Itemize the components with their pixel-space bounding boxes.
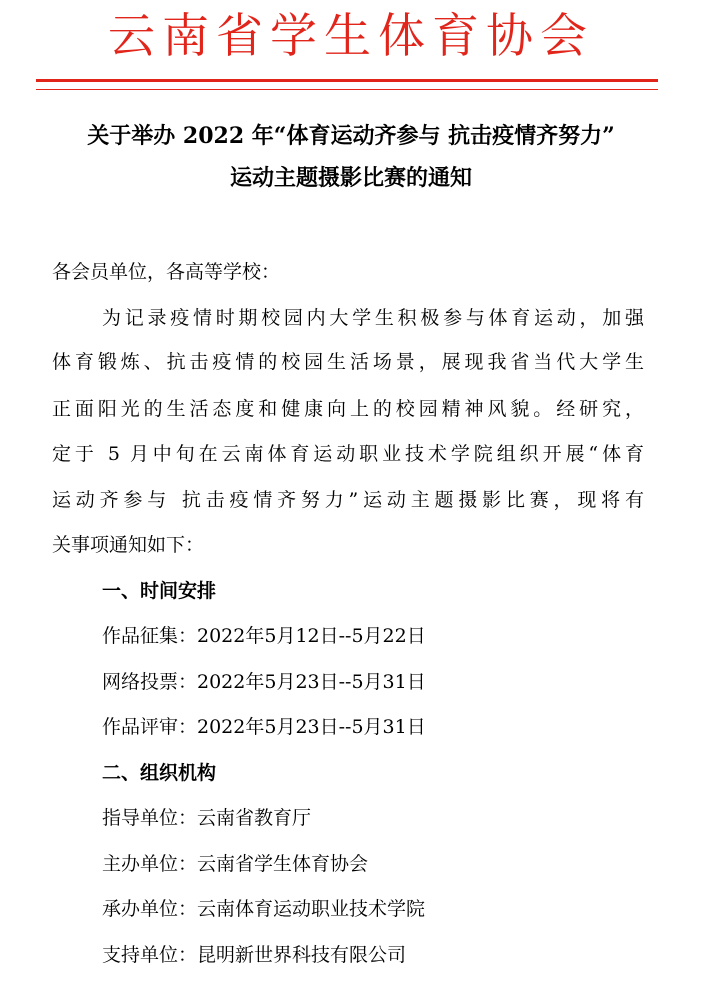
body-line-6: 关事项通知如下： (52, 534, 205, 556)
notice-title-line-2: 运动主题摄影比赛的通知 (229, 165, 472, 191)
header-rule-thick (36, 79, 658, 82)
notice-title-line-1: 关于举办 2022 年“体育运动齐参与 抗击疫情齐努力” (87, 123, 615, 149)
org-item-supporter: 支持单位：昆明新世界科技有限公司 (102, 944, 407, 966)
org-item-organizer: 承办单位：云南体育运动职业技术学院 (102, 898, 426, 920)
salutation: 各会员单位，各高等学校： (52, 261, 281, 283)
schedule-item-review: 作品评审：2022年5月23日--5月31日 (102, 716, 426, 738)
body-line-3: 正面阳光的生活态度和健康向上的校园精神风貌。经研究， (52, 398, 644, 420)
org-item-guidance: 指导单位：云南省教育厅 (102, 807, 312, 829)
body-line-1: 为记录疫情时期校园内大学生积极参与体育运动，加强 (102, 307, 644, 329)
org-item-host: 主办单位：云南省学生体育协会 (102, 853, 369, 875)
section-heading-schedule: 一、时间安排 (102, 580, 217, 602)
organization-header: 云南省学生体育协会 (108, 9, 594, 64)
header-rule-thin (36, 89, 658, 90)
schedule-item-collection: 作品征集：2022年5月12日--5月22日 (102, 625, 426, 647)
body-line-5: 运动齐参与 抗击疫情齐努力”运动主题摄影比赛，现将有 (52, 489, 644, 511)
section-heading-organization: 二、组织机构 (102, 762, 217, 784)
schedule-item-voting: 网络投票：2022年5月23日--5月31日 (102, 671, 426, 693)
body-line-2: 体育锻炼、抗击疫情的校园生活场景，展现我省当代大学生 (52, 351, 644, 373)
body-line-4: 定于 5 月中旬在云南体育运动职业技术学院组织开展“体育 (52, 443, 644, 465)
